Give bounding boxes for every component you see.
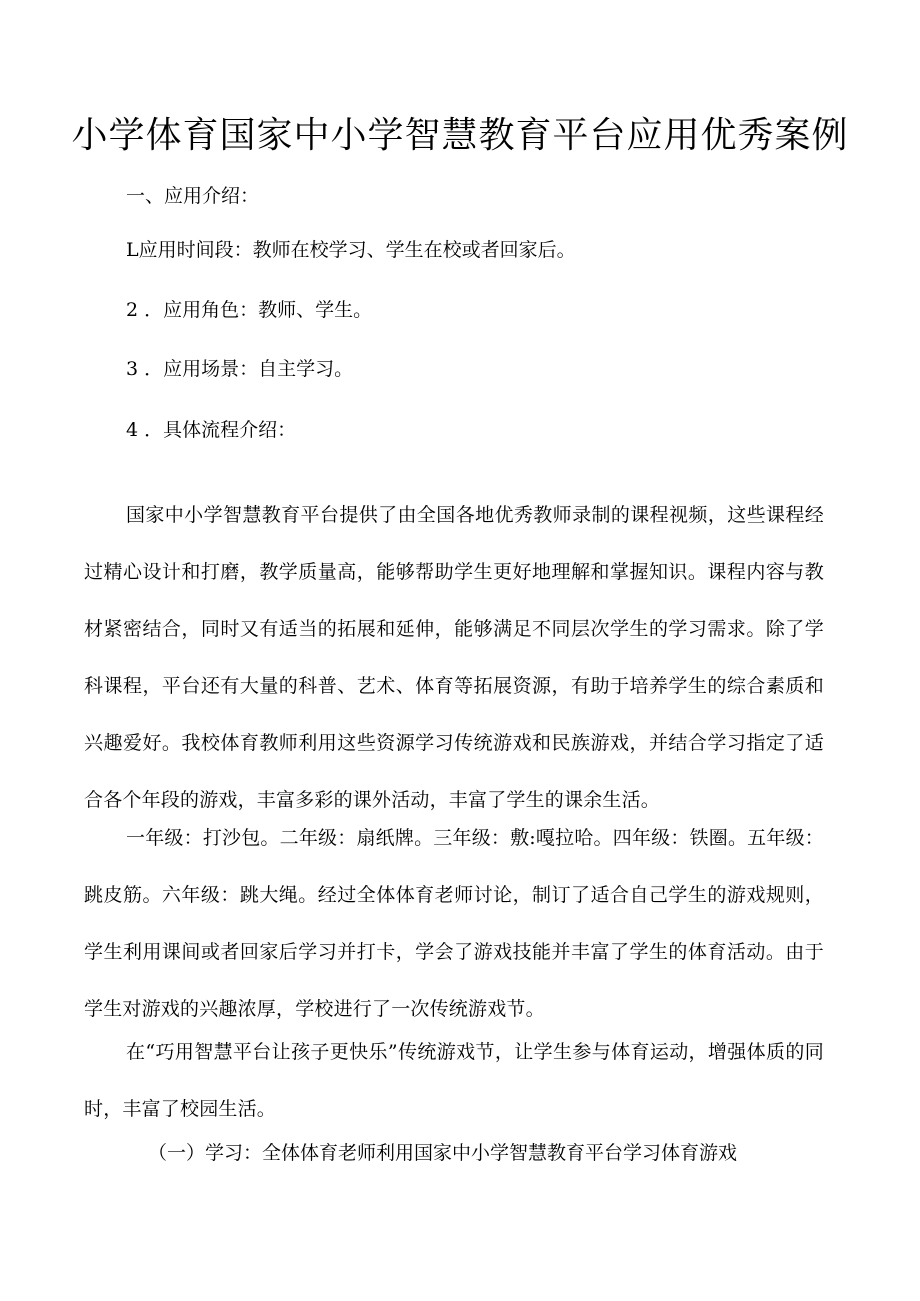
list-item-process: 4 ．具体流程介绍：	[126, 419, 297, 441]
list-item-time: L应用时间段：教师在校学习、学生在校或者回家后。	[126, 239, 576, 261]
list-item-scene: 3 ．应用场景：自主学习。	[126, 358, 354, 380]
document-title: 小学体育国家中小学智慧教育平台应用优秀案例	[71, 115, 849, 156]
paragraph-platform-intro: 国家中小学智慧教育平台提供了由全国各地优秀教师录制的课程视频，这些课程经过精心设计和打磨，教学质量高，能够帮助学生更好地理解和掌握知识。课程内容与教材紧密结合，同时又有适当的拓展和延伸，能够满足不同层次学生的学习需求。除了学科课程，平台还有大量的科普、艺术、体育等拓展资源，有助于培养学生的综合素质和兴趣爱好。我校体育教师利用这些资源学习传统游戏和民族游戏，并结合学习指定了适合各个年段的游戏，丰富多彩的课外活动，丰富了学生的课余生活。	[84, 504, 824, 811]
paragraph-game-festival: 在“巧用智慧平台让孩子更快乐”传统游戏节，让学生参与体育运动，增强体质的同时，丰富了校园生活。	[84, 1041, 824, 1120]
list-item-roles: 2 ．应用角色：教师、学生。	[126, 299, 373, 321]
subsection-heading: （一）学习：全体体育老师利用国家中小学智慧教育平台学习体育游戏	[148, 1142, 738, 1164]
section-heading: 一、应用介绍：	[126, 185, 260, 207]
paragraph-grade-games: 一年级：打沙包。二年级：扇纸牌。三年级：敷:嘎拉哈。四年级：铁圈。五年级：跳皮筋。六年级：跳大绳。经过全体体育老师讨论，制订了适合自己学生的游戏规则，学生利用课间或者回家后学习并打卡，学会了游戏技能并丰富了学生的体育活动。由于学生对游戏的兴趣浓厚，学校进行了一次传统游戏节。	[84, 827, 824, 1020]
